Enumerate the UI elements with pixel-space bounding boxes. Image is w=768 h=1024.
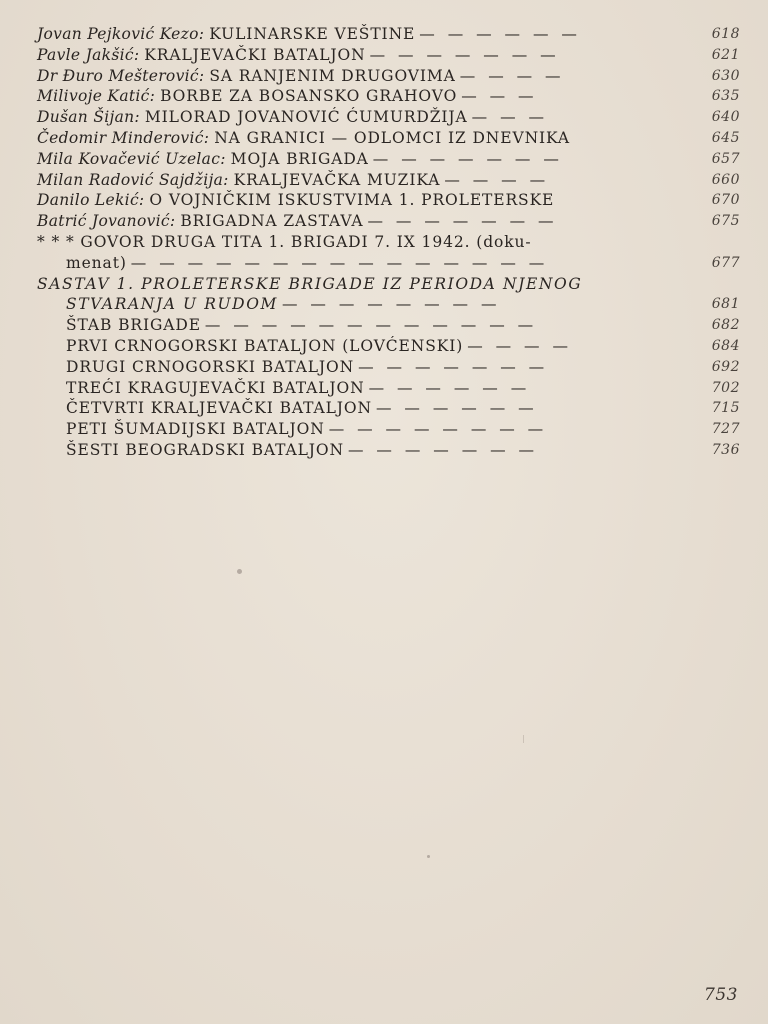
toc-sub-entry[interactable] xyxy=(37,419,740,440)
toc-sub-entry-title: ŠTAB BRIGADE xyxy=(66,316,201,335)
toc-entry-author: Milan Radović Sajdžija: xyxy=(37,170,229,189)
toc-entry-author: Dušan Šijan: xyxy=(37,108,140,127)
toc-entry-page: 692 xyxy=(711,358,740,375)
toc-sub-entry-title: PRVI CRNOGORSKI BATALJON (LOVĆENSKI) xyxy=(66,336,464,355)
toc-entry-author: Jovan Pejković Kezo: xyxy=(37,25,205,43)
toc-entry[interactable] xyxy=(37,86,740,107)
toc-entry-title: MILORAD JOVANOVIĆ ĆUMURDŽIJA xyxy=(144,108,468,127)
toc-entry-page: 635 xyxy=(711,88,740,105)
toc-sub-entry[interactable] xyxy=(37,440,740,461)
toc-entry-author: Danilo Lekić: xyxy=(37,191,145,210)
paper-speck xyxy=(523,735,524,743)
toc-entry-title: SA RANJENIM DRUGOVIMA xyxy=(209,66,456,85)
section-heading-line2[interactable] xyxy=(37,294,740,315)
toc-sub-entry[interactable] xyxy=(37,378,740,399)
toc-sub-entry-title: ŠESTI BEOGRADSKI BATALJON xyxy=(66,440,344,459)
leader-dashes: — — — — — — — xyxy=(372,149,563,168)
toc-entry[interactable] xyxy=(37,170,740,191)
toc-entry-speech-line1[interactable] xyxy=(37,232,740,253)
leader-dashes: — — — — xyxy=(467,336,572,355)
leader-dashes: — — — — — — — xyxy=(367,212,558,231)
toc-entry-page: 684 xyxy=(711,337,740,354)
toc-entry-title: BORBE ZA BOSANSKO GRAHOVO xyxy=(160,87,458,106)
toc-entry-author: Mila Kovačević Uzelac: xyxy=(37,149,226,168)
paper-speck xyxy=(427,855,430,858)
toc-entry-page: 630 xyxy=(711,67,740,84)
leader-dashes: — — — — — — xyxy=(368,378,531,397)
toc-entry[interactable] xyxy=(37,24,740,45)
section-heading-line1[interactable] xyxy=(37,274,740,295)
toc-entry-title: MOJA BRIGADA xyxy=(230,149,369,168)
toc-entry-page: 702 xyxy=(711,379,740,396)
toc-entry[interactable] xyxy=(37,128,740,149)
section-heading-continued: STVARANJA U RUDOM xyxy=(66,295,278,314)
toc-entry-page: 670 xyxy=(711,192,740,209)
toc-sub-entry[interactable] xyxy=(37,336,740,357)
toc-entry-title: KRALJEVAČKI BATALJON xyxy=(144,45,366,64)
toc-entry-title: KULINARSKE VEŠTINE xyxy=(209,25,416,43)
leader-dashes: — — — — — — — — — — — — — — — xyxy=(130,253,549,272)
toc-entry-page: 677 xyxy=(711,254,740,271)
paper-speck xyxy=(237,569,242,574)
toc-entry-speech-line2[interactable] xyxy=(37,253,740,274)
toc-entry[interactable] xyxy=(37,149,740,170)
toc-entry-title: NA GRANICI — ODLOMCI IZ DNEVNIKA xyxy=(214,128,571,147)
leader-dashes: — — — xyxy=(461,87,538,106)
leader-dashes: — — — — xyxy=(459,66,565,85)
toc-entry-page: 660 xyxy=(711,171,740,188)
toc-entry-author: Pavle Jakšić: xyxy=(37,45,140,64)
toc-sub-entry-title: ČETVRTI KRALJEVAČKI BATALJON xyxy=(66,399,372,418)
table-of-contents xyxy=(37,24,740,461)
toc-entry-author: Milivoje Katić: xyxy=(37,87,156,106)
leader-dashes: — — — — xyxy=(444,170,550,189)
toc-entry-title: O VOJNIČKIM ISKUSTVIMA 1. PROLETERSKE xyxy=(149,191,555,210)
leader-dashes: — — — — — — — xyxy=(358,357,549,376)
toc-entry-page: 736 xyxy=(711,441,740,458)
toc-entry-title-continued: menat) xyxy=(66,253,127,272)
toc-entry-title: * * * GOVOR DRUGA TITA 1. BRIGADI 7. IX 1942. (doku- xyxy=(37,232,532,251)
toc-sub-entry[interactable] xyxy=(37,357,740,378)
toc-entry[interactable] xyxy=(37,107,740,128)
toc-entry-author: Čedomir Minderović: xyxy=(37,128,210,147)
leader-dashes: — — — — — — xyxy=(375,399,538,418)
toc-sub-entry[interactable] xyxy=(37,315,740,336)
leader-dashes: — — — xyxy=(471,108,548,127)
toc-entry-page: 682 xyxy=(711,317,740,334)
toc-sub-entry[interactable] xyxy=(37,398,740,419)
toc-entry[interactable] xyxy=(37,211,740,232)
toc-entry-page: 618 xyxy=(711,26,740,42)
toc-entry-page: 640 xyxy=(711,109,740,126)
toc-entry-page: 657 xyxy=(711,150,740,167)
toc-entry-title: BRIGADNA ZASTAVA xyxy=(180,212,364,231)
leader-dashes: — — — — — — — — xyxy=(328,420,548,439)
toc-entry[interactable] xyxy=(37,45,740,66)
toc-entry-author: Dr Đuro Mešterović: xyxy=(37,66,205,85)
leader-dashes: — — — — — — — — xyxy=(281,295,501,314)
toc-entry-author: Batrić Jovanović: xyxy=(37,212,176,231)
toc-entry-page: 675 xyxy=(711,213,740,230)
toc-entry[interactable] xyxy=(37,190,740,211)
toc-entry-page: 715 xyxy=(711,400,740,417)
toc-sub-entry-title: TREĆI KRAGUJEVAČKI BATALJON xyxy=(66,378,365,397)
toc-sub-entry-title: DRUGI CRNOGORSKI BATALJON xyxy=(66,357,355,376)
toc-entry[interactable] xyxy=(37,66,740,87)
page-number: 753 xyxy=(704,985,738,1005)
section-heading: SASTAV 1. PROLETERSKE BRIGADE IZ PERIODA NJENOG xyxy=(37,274,583,293)
leader-dashes: — — — — — — — xyxy=(347,440,539,459)
toc-entry-title: KRALJEVAČKA MUZIKA xyxy=(233,170,441,189)
toc-entry-page: 681 xyxy=(711,296,740,313)
leader-dashes: — — — — — — xyxy=(419,25,581,43)
leader-dashes: — — — — — — — — — — — — xyxy=(204,316,538,335)
toc-entry-page: 727 xyxy=(711,421,740,438)
leader-dashes: — — — — — — — xyxy=(369,45,560,64)
toc-entry-page: 645 xyxy=(711,129,740,146)
toc-sub-entry-title: PETI ŠUMADIJSKI BATALJON xyxy=(66,420,325,439)
toc-entry-page: 621 xyxy=(711,46,740,63)
